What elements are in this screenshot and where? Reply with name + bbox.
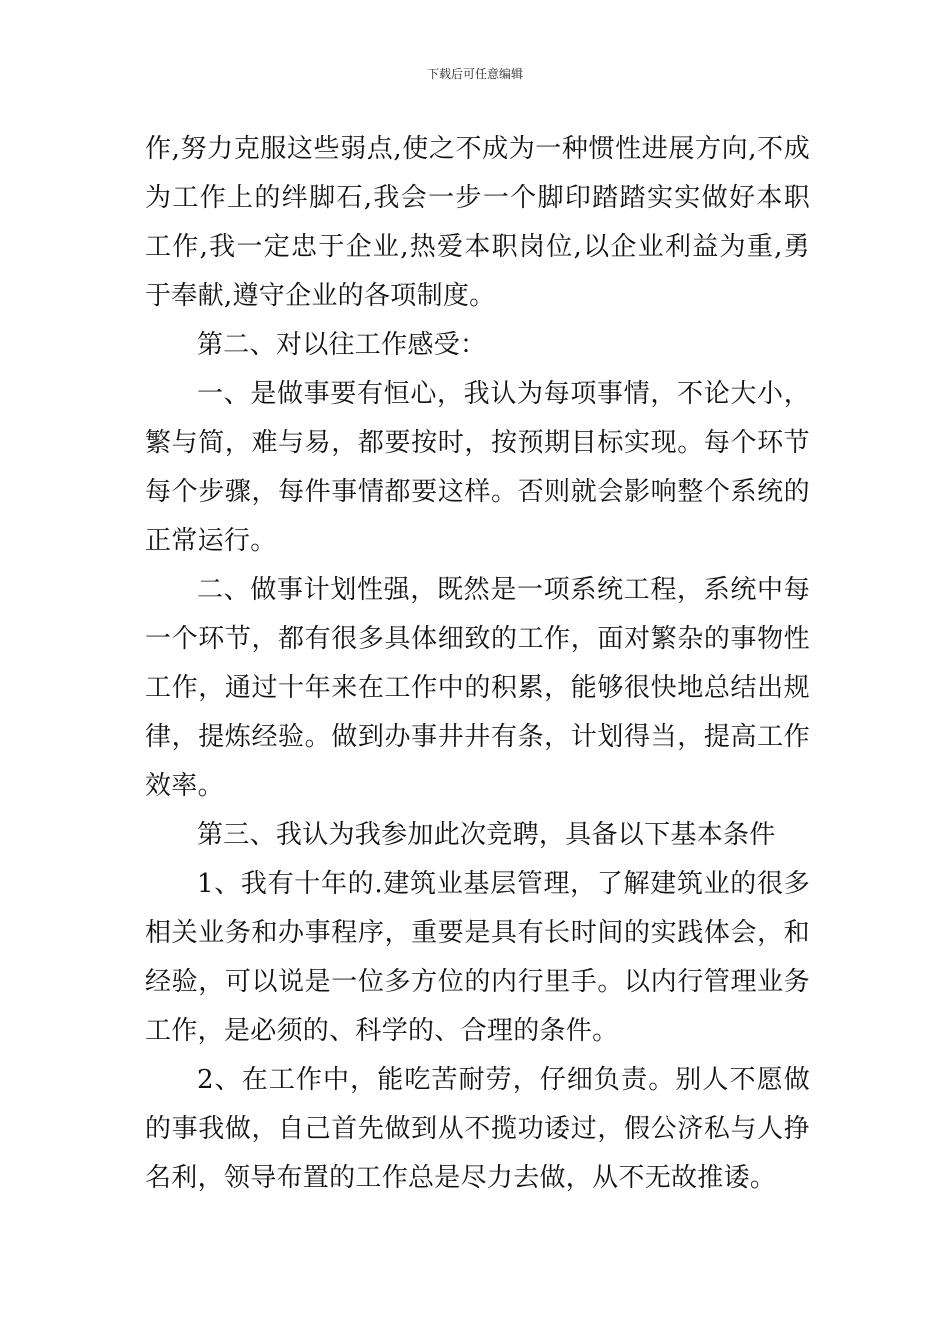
paragraph-4: 二、做事计划性强，既然是一项系统工程，系统中每一个环节，都有很多具体细致的工作，面对繁杂的事物性工作，通过十年来在工作中的积累，能够很快地总结出规律，提炼经验。做到办事井井有条，计划得当，提高工作效率。 [145,575,810,801]
paragraph-7: 2、在工作中，能吃苦耐劳，仔细负责。别人不愿做的事我做，自己首先做到从不揽功诿过，假公济私与人挣名利，领导布置的工作总是尽力去做，从不无故推诿。 [145,1065,810,1193]
paragraph-6: 1、我有十年的.建筑业基层管理，了解建筑业的很多相关业务和办事程序，重要是具有长时间的实践体会，和经验，可以说是一位多方位的内行里手。以内行管理业务工作，是必须的、科学的、合理的条件。 [145,869,810,1046]
paragraph-1: 作,努力克服这些弱点,使之不成为一种惯性进展方向,不成为工作上的绊脚石,我会一步一个脚印踏踏实实做好本职工作,我一定忠于企业,热爱本职岗位,以企业利益为重,勇于奉献,遵守企业的各项制度。 [145,134,810,311]
document-body [145,125,810,1203]
paragraph-2: 第二、对以往工作感受： [197,330,487,360]
paragraph-5: 第三、我认为我参加此次竞聘，具备以下基本条件 [197,820,776,850]
page-header: 下载后可任意编辑 [426,67,523,81]
paragraph-3: 一、是做事要有恒心，我认为每项事情，不论大小，繁与简，难与易，都要按时，按预期目标实现。每个环节每个步骤，每件事情都要这样。否则就会影响整个系统的正常运行。 [145,379,810,556]
